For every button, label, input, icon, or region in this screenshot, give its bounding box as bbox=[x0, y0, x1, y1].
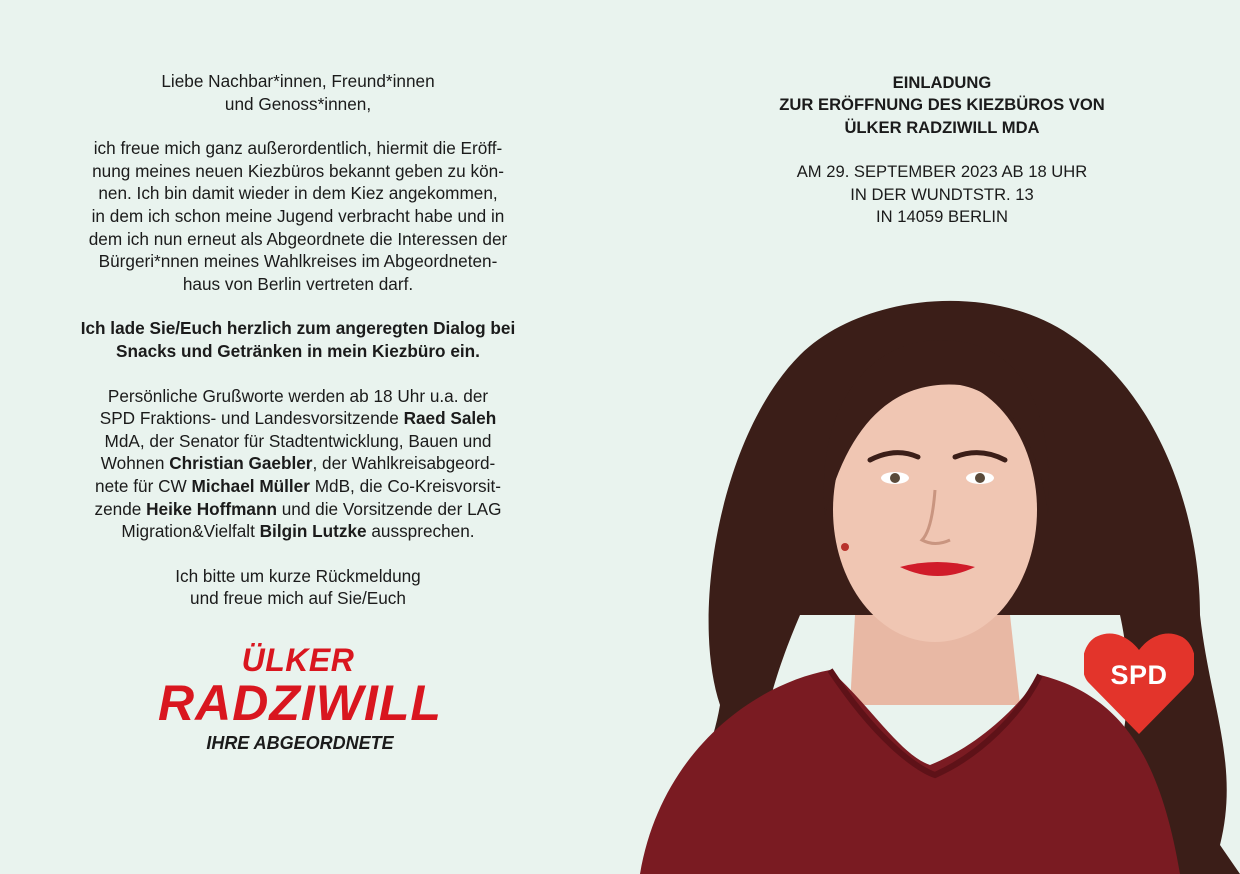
signature-first-name: ÜLKER bbox=[241, 642, 355, 678]
signature-role: IHRE ABGEORDNETE bbox=[206, 733, 394, 753]
letter-greeting: Liebe Nachbar*innen, Freund*innen und Genoss*innen, bbox=[161, 71, 435, 114]
letter-closing: Ich bitte um kurze Rückmeldung und freue mich auf Sie/Euch bbox=[175, 565, 421, 609]
signature-last-name: RADZIWILL bbox=[158, 675, 442, 731]
letter-text bbox=[60, 70, 536, 610]
spd-logo-text: SPD bbox=[1110, 660, 1168, 690]
speaker-name: Christian Gaebler bbox=[169, 453, 313, 474]
speaker-name: Michael Müller bbox=[191, 475, 310, 496]
speaker-name: Bilgin Lutzke bbox=[259, 521, 367, 542]
invitation-block bbox=[740, 72, 1144, 228]
portrait-photo bbox=[600, 285, 1240, 874]
letter-speakers: Persönliche Grußworte werden ab 18 Uhr u.a. der SPD Fraktions- und Landesvorsitzende Raed Saleh MdA, der Senator für Stadtentwicklung, Bauen und Wohnen Christian Gaebler, der Wahlkreisabgeord- nete für CW Michael Müller MdB, die Co-Kreisvorsit- zende Heike Hoffmann und die Vorsitzende der LAG Migration&Vielfalt Bilgin Lutzke aussprechen. bbox=[94, 385, 502, 542]
letter-intro: ich freue mich ganz außerordentlich, hiermit die Eröff- nung meines neuen Kiezbüros bekannt geben zu kön- nen. Ich bin damit wieder in dem Kiez angekommen, in dem ich schon meine Jugend verbracht habe und in dem ich nun erneut als Abgeordnete die Interessen der Bürgeri*nnen meines Wahlkreises im Abgeordneten- haus von Berlin vertreten darf. bbox=[88, 138, 508, 294]
letter-invitation: Ich lade Sie/Euch herzlich zum angeregten Dialog bei Snacks und Getränken in mein Kiezbüro ein. bbox=[80, 318, 516, 361]
signature-block bbox=[150, 643, 450, 755]
speaker-name: Raed Saleh bbox=[403, 408, 497, 429]
invitation-title: EINLADUNG ZUR ERÖFFNUNG DES KIEZBÜROS VON ÜLKER RADZIWILL MDA bbox=[779, 73, 1105, 137]
invitation-details: AM 29. SEPTEMBER 2023 AB 18 UHR IN DER WUNDTSTR. 13 IN 14059 BERLIN bbox=[796, 162, 1088, 227]
speaker-name: Heike Hoffmann bbox=[146, 498, 277, 519]
